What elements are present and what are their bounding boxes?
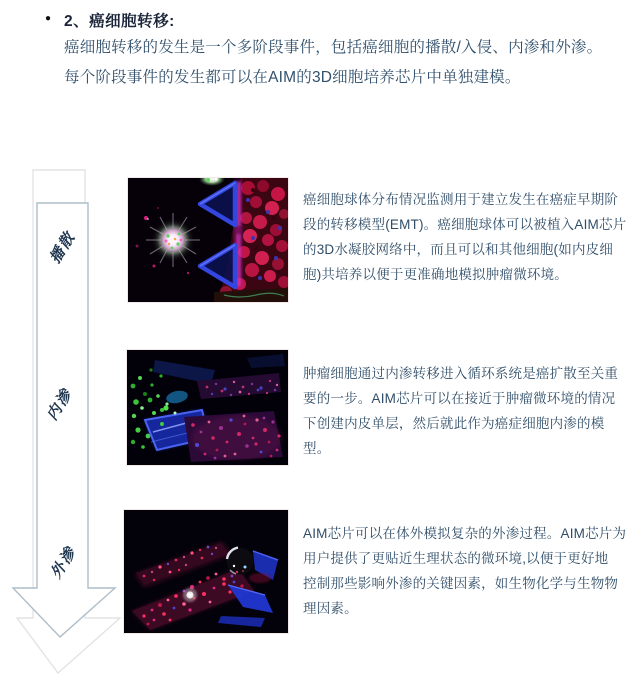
text-line: 癌细胞球体分布情况监测用于建立发生在癌症早期阶	[303, 192, 619, 207]
text-line: 用户提供了更贴近生理状态的微环境,以便于更好地	[303, 551, 609, 566]
list-bullet-icon: ●	[45, 13, 52, 24]
description-extravasation	[303, 521, 635, 621]
stage-label-extravasation: 外渗	[47, 543, 81, 582]
section-heading: 2、癌细胞转移:	[64, 13, 175, 30]
text-line: 型。	[303, 441, 331, 456]
text-line: 段的转移模型(EMT)。癌细胞球体可以被植入AIM芯片	[303, 217, 627, 232]
text-line: 下创建内皮单层，然后就此作为癌症细胞内渗的模	[303, 416, 605, 431]
stage-label-intravasation: 内渗	[43, 385, 77, 424]
text-line: 控制那些影响外渗的关键因素，如生物化学与生物物	[303, 576, 619, 591]
stage-label-dissemination: 播散	[46, 228, 80, 267]
text-line: 肿瘤细胞通过内渗转移进入循环系统是癌扩散至关重	[303, 366, 619, 381]
micrograph-extravasation	[124, 510, 288, 633]
text-line: 要的一步。AIM芯片可以在接近于肿瘤微环境的情况	[303, 391, 616, 406]
intro-line: 癌细胞转移的发生是一个多阶段事件，包括癌细胞的播散/入侵、内渗和外渗。	[64, 39, 603, 56]
intro-line: 每个阶段事件的发生都可以在AIM的3D细胞培养芯片中单独建模。	[64, 69, 521, 86]
micrograph-intravasation	[127, 350, 288, 465]
intro-paragraph	[64, 33, 629, 93]
text-line: AIM芯片可以在体外模拟复杂的外渗过程。AIM芯片为	[303, 526, 627, 541]
droplet-sphere	[227, 548, 254, 575]
description-dissemination	[303, 187, 635, 287]
text-line: 理因素。	[303, 601, 358, 616]
text-line: 的3D水凝胶网络中，而且可以和其他细胞(如内皮细	[303, 242, 614, 257]
description-intravasation	[303, 361, 635, 461]
text-line: 胞)共培养以便于更准确地模拟肿瘤微环境。	[303, 267, 568, 282]
micrograph-dissemination	[128, 178, 288, 302]
